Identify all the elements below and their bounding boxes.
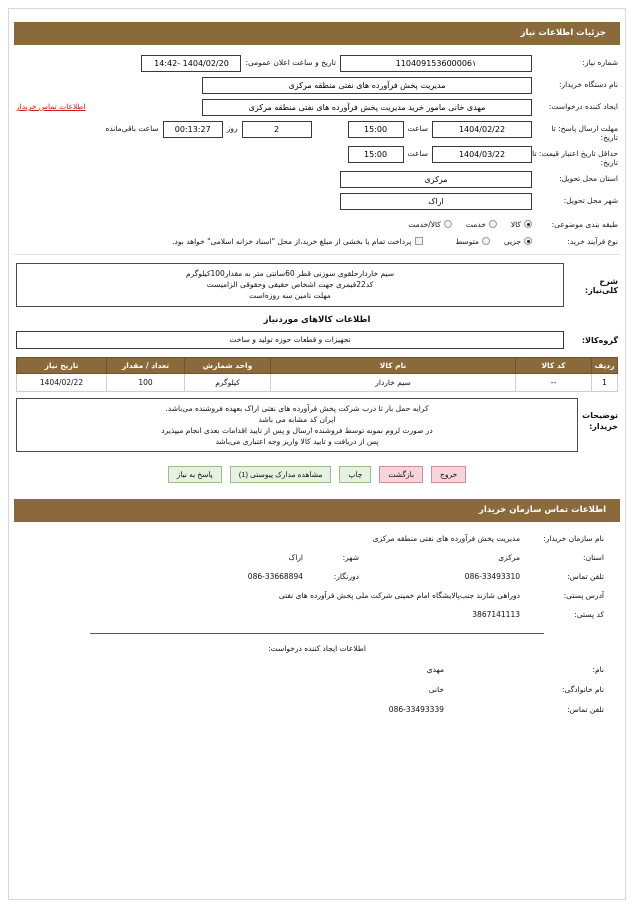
need-details-header-wrap <box>0 0 634 45</box>
buyer-notes-line: کرایه حمل بار تا درب شرکت پخش فرآورده های نفتی اراک بعهده فروشنده می‌باشد. <box>165 404 429 413</box>
treasury-checkbox-label: پرداخت تمام یا بخشی از مبلغ خرید،از محل "اسناد خزانه اسلامی" خواهد بود. <box>172 236 412 246</box>
contact-province-label: استان: <box>583 553 604 562</box>
requester-value: مهدی خانی مامور خرید مدیریت پخش فرآورده های نفتی منطقه مرکزی <box>202 99 532 116</box>
row-requester-first-name <box>30 665 604 674</box>
contact-divider <box>90 633 544 634</box>
city-value: اراک <box>340 193 532 210</box>
radio-goods[interactable] <box>524 220 532 228</box>
exit-button[interactable]: خروج <box>431 466 466 483</box>
cell-qty: 100 <box>107 374 185 392</box>
treasury-checkbox-group[interactable] <box>172 237 423 246</box>
description-line: سیم خاردارحلقوی سوزنی قطر 60سانتی متر به مقدار100کیلوگرم <box>185 269 395 278</box>
row-delivery-province <box>16 171 618 189</box>
process-option-minor[interactable] <box>504 237 532 246</box>
province-value: مرکزی <box>340 171 532 188</box>
requester-first-name-label: نام: <box>592 665 604 674</box>
action-button-row <box>16 462 618 493</box>
row-contact-province-city <box>30 553 604 562</box>
cell-code: -- <box>516 374 592 392</box>
col-header-unit: واحد شمارش <box>185 358 271 374</box>
col-header-date: تاریخ نیاز <box>17 358 107 374</box>
validity-time-label: ساعت <box>407 149 428 158</box>
row-delivery-city <box>16 193 618 211</box>
category-label: طبقه بندی موضوعی: <box>551 219 618 229</box>
category-option-goods-label: کالا <box>510 219 521 229</box>
city-label: شهر محل تحویل: <box>563 196 618 205</box>
cell-radif: 1 <box>592 374 618 392</box>
table-row <box>17 374 618 392</box>
buyer-notes-line: در صورت لزوم نمونه توسط فروشنده ارسال و پس از تایید اقدامات بعدی انجام میپذیرد <box>161 426 433 435</box>
contact-phone-value: 086-33493310 <box>464 572 520 581</box>
row-contact-org <box>30 534 604 543</box>
description-box <box>16 263 564 307</box>
requester-phone-label: تلفن تماس: <box>567 705 604 714</box>
back-button[interactable]: بازگشت <box>379 466 423 483</box>
treasury-checkbox[interactable] <box>415 237 423 245</box>
category-option-goods[interactable] <box>511 220 532 229</box>
contact-postal-label: کد پستی: <box>574 610 604 619</box>
radio-service[interactable] <box>489 220 497 228</box>
public-announce-value: 1404/02/20 -14:42 <box>141 55 241 72</box>
contact-address-label: آدرس پستی: <box>563 591 604 600</box>
row-contact-phone-fax <box>30 572 604 581</box>
contact-fax-value: 086-33668894 <box>247 572 303 581</box>
buyer-contact-link[interactable]: اطلاعات تماس خریدار <box>16 102 86 111</box>
col-header-name: نام کالا <box>271 358 516 374</box>
countdown-label: ساعت باقی‌مانده <box>105 124 159 133</box>
process-option-medium-label: متوسط <box>455 236 479 246</box>
need-details-form <box>0 45 634 248</box>
col-header-radif: ردیف <box>592 358 618 374</box>
category-option-service[interactable] <box>466 220 497 229</box>
deadline-time-label: ساعت <box>407 124 428 133</box>
buyer-org-value: مدیریت پخش فرآورده های نفتی منطقه مرکزی <box>202 77 532 94</box>
radio-medium[interactable] <box>482 237 490 245</box>
cell-name: سیم خاردار <box>271 374 516 392</box>
contact-info-section <box>0 522 634 714</box>
process-label: نوع فرآیند خرید: <box>567 236 618 246</box>
contact-postal-value: 3867141113 <box>472 610 520 619</box>
buyer-notes-box <box>16 398 578 452</box>
requester-block-title: اطلاعات ایجاد کننده درخواست: <box>268 644 366 653</box>
radio-minor[interactable] <box>524 237 532 245</box>
respond-to-need-button[interactable]: پاسخ به نیاز <box>168 466 222 483</box>
row-requester <box>16 99 618 117</box>
print-button[interactable]: چاپ <box>339 466 371 483</box>
contact-section-header: اطلاعات تماس سازمان خریدار <box>14 499 620 522</box>
row-product-group <box>16 331 618 349</box>
process-option-medium[interactable] <box>455 237 490 246</box>
goods-table-head <box>17 358 618 374</box>
contact-address-value: دوراهی شازند جنب‌پالایشگاه امام خمینی شرکت ملی پخش فرآورده های نفتی <box>278 591 520 600</box>
section-divider <box>14 254 620 255</box>
cell-unit: کیلوگرم <box>185 374 271 392</box>
radio-goods-service[interactable] <box>444 220 452 228</box>
contact-fax-label: دورنگار: <box>333 572 359 581</box>
row-need-number <box>16 55 618 73</box>
deadline-date-value: 1404/02/22 <box>432 121 532 138</box>
contact-province-value: مرکزی <box>498 553 520 562</box>
need-number-label: شماره نیاز: <box>582 58 618 67</box>
product-group-label: گروه‌کالا: <box>581 335 618 345</box>
row-subject-category <box>16 217 618 231</box>
row-buyer-notes <box>16 398 618 452</box>
row-purchase-process <box>16 234 618 248</box>
goods-table-body <box>17 374 618 392</box>
contact-city-label: شهر: <box>342 553 359 562</box>
buyer-notes-line: پس از دریافت و تایید کالا واریز وجه اعتباری می‌باشد <box>215 437 379 446</box>
contact-phone-label: تلفن تماس: <box>567 572 604 581</box>
process-option-minor-label: جزیی <box>503 236 521 246</box>
requester-first-name-value: مهدی <box>426 665 444 674</box>
contact-city-value: اراک <box>288 553 303 562</box>
requester-last-name-label: نام خانوادگی: <box>561 685 604 694</box>
need-details-header: جزئیات اطلاعات نیاز <box>14 22 620 45</box>
row-description <box>16 263 618 307</box>
col-header-qty: تعداد / مقدار <box>107 358 185 374</box>
buyer-org-label: نام دستگاه خریدار: <box>558 80 618 89</box>
product-group-value: تجهیزات و قطعات حوزه تولید و ساخت <box>16 331 564 349</box>
remaining-days-label: روز <box>226 124 238 133</box>
countdown-value: 00:13:27 <box>163 121 223 138</box>
remaining-days-value: 2 <box>242 121 312 138</box>
view-attachments-button[interactable]: مشاهده مدارک پیوستی (1) <box>230 466 332 483</box>
province-label: استان محل تحویل: <box>559 174 618 183</box>
col-header-code: کد کالا <box>516 358 592 374</box>
row-deadline <box>16 121 618 142</box>
category-option-goods-service[interactable] <box>408 220 452 229</box>
goods-section-title: اطلاعات کالاهای موردنیاز <box>263 315 371 325</box>
goods-table <box>16 357 618 392</box>
description-section <box>0 263 634 493</box>
row-requester-last-name <box>30 685 604 694</box>
contact-org-value: مدیریت پخش فرآورده های نفتی منطقه مرکزی <box>372 534 520 543</box>
requester-last-name-value: خانی <box>428 685 444 694</box>
requester-label: ایجاد کننده درخواست: <box>548 102 618 111</box>
row-price-validity <box>16 146 618 167</box>
cell-date: 1404/02/22 <box>17 374 107 392</box>
row-contact-address <box>30 591 604 600</box>
row-buyer-org <box>16 77 618 95</box>
row-requester-phone <box>30 705 604 714</box>
buyer-notes-line: ایران کد مشابه می باشد <box>258 415 336 424</box>
contact-org-label: نام سازمان خریدار: <box>543 534 604 543</box>
description-line: کد22قیمری جهت اشخاص حقیقی وحقوقی الزامیست <box>206 280 374 289</box>
buyer-notes-label: توضیحات خریدار: <box>582 411 618 431</box>
description-label: شرح کلی‌نیاز: <box>584 277 618 295</box>
contact-header-wrap <box>0 499 634 522</box>
requester-phone-value: 086-33493339 <box>388 705 444 714</box>
description-line: مهلت تامین سه روزه‌است <box>249 291 331 300</box>
category-option-goods-service-label: کالا/خدمت <box>408 219 441 229</box>
validity-label: حداقل تاریخ اعتبار قیمت: تا تاریخ: <box>532 149 618 167</box>
public-announce-label: تاریخ و ساعت اعلان عمومی: <box>245 58 336 67</box>
validity-date-value: 1404/03/22 <box>432 146 532 163</box>
row-contact-postal <box>30 610 604 619</box>
goods-header-row <box>17 358 618 374</box>
need-number-value: 110409153600006۱ <box>340 55 532 72</box>
deadline-label: مهلت ارسال پاسخ: تا تاریخ: <box>551 124 618 142</box>
validity-time-value: 15:00 <box>348 146 404 163</box>
deadline-time-value: 15:00 <box>348 121 404 138</box>
category-option-service-label: خدمت <box>465 219 486 229</box>
